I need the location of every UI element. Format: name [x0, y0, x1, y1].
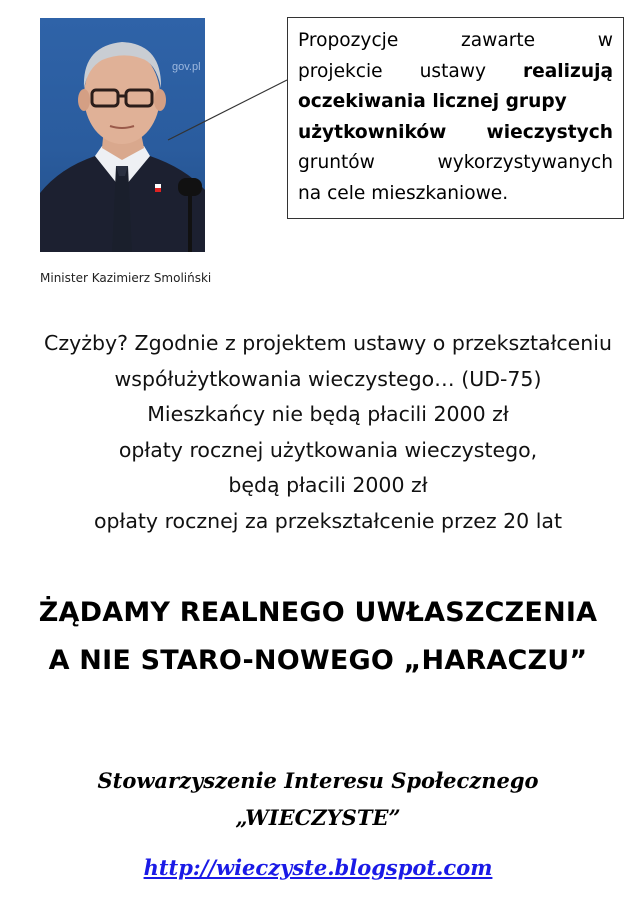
body-line: Mieszkańcy nie będą płacili 2000 zł — [147, 402, 509, 426]
org-line-1: Stowarzyszenie Interesu Społecznego — [97, 768, 539, 793]
body-line: opłaty rocznej użytkowania wieczystego, — [118, 437, 538, 462]
blog-link[interactable]: http://wieczyste.blogspot.com — [143, 855, 493, 880]
body-line: Czyżby? Zgodnie z projektem ustawy o przekształceniu — [44, 331, 612, 355]
minister-photo — [40, 18, 205, 252]
quote-line-6: na cele mieszkaniowe. — [298, 182, 509, 204]
body-line: będą płacili 2000 zł — [228, 473, 428, 497]
watermark-text: gov.pl — [172, 61, 201, 73]
headline-line-2: A NIE STARO-NOWEGO „HARACZU” — [48, 645, 588, 676]
quote-line-5: gruntów wykorzystywanych — [298, 152, 613, 173]
quote-line-3: oczekiwania licznej grupy — [298, 91, 567, 112]
org-line-2: „WIECZYSTE” — [235, 805, 401, 830]
body-line: opłaty rocznej za przekształcenie przez 20 lat — [93, 508, 563, 533]
organization-name — [0, 762, 636, 836]
quote-box — [287, 17, 624, 219]
headline-line-1: ŻĄDAMY REALNEGO UWŁASZCZENIA — [38, 597, 598, 628]
quote-line-4: użytkowników wieczystych — [298, 121, 613, 143]
portrait-illustration — [40, 18, 205, 252]
quote-line-2: projekcie ustawy realizują — [298, 60, 613, 82]
body-line: współużytkowania wieczystego… (UD-75) — [114, 366, 542, 391]
body-text — [20, 326, 636, 539]
headline — [0, 589, 636, 685]
quote-line-1: Propozycje zawarte w — [298, 30, 613, 51]
photo-caption: Minister Kazimierz Smoliński — [40, 271, 212, 285]
